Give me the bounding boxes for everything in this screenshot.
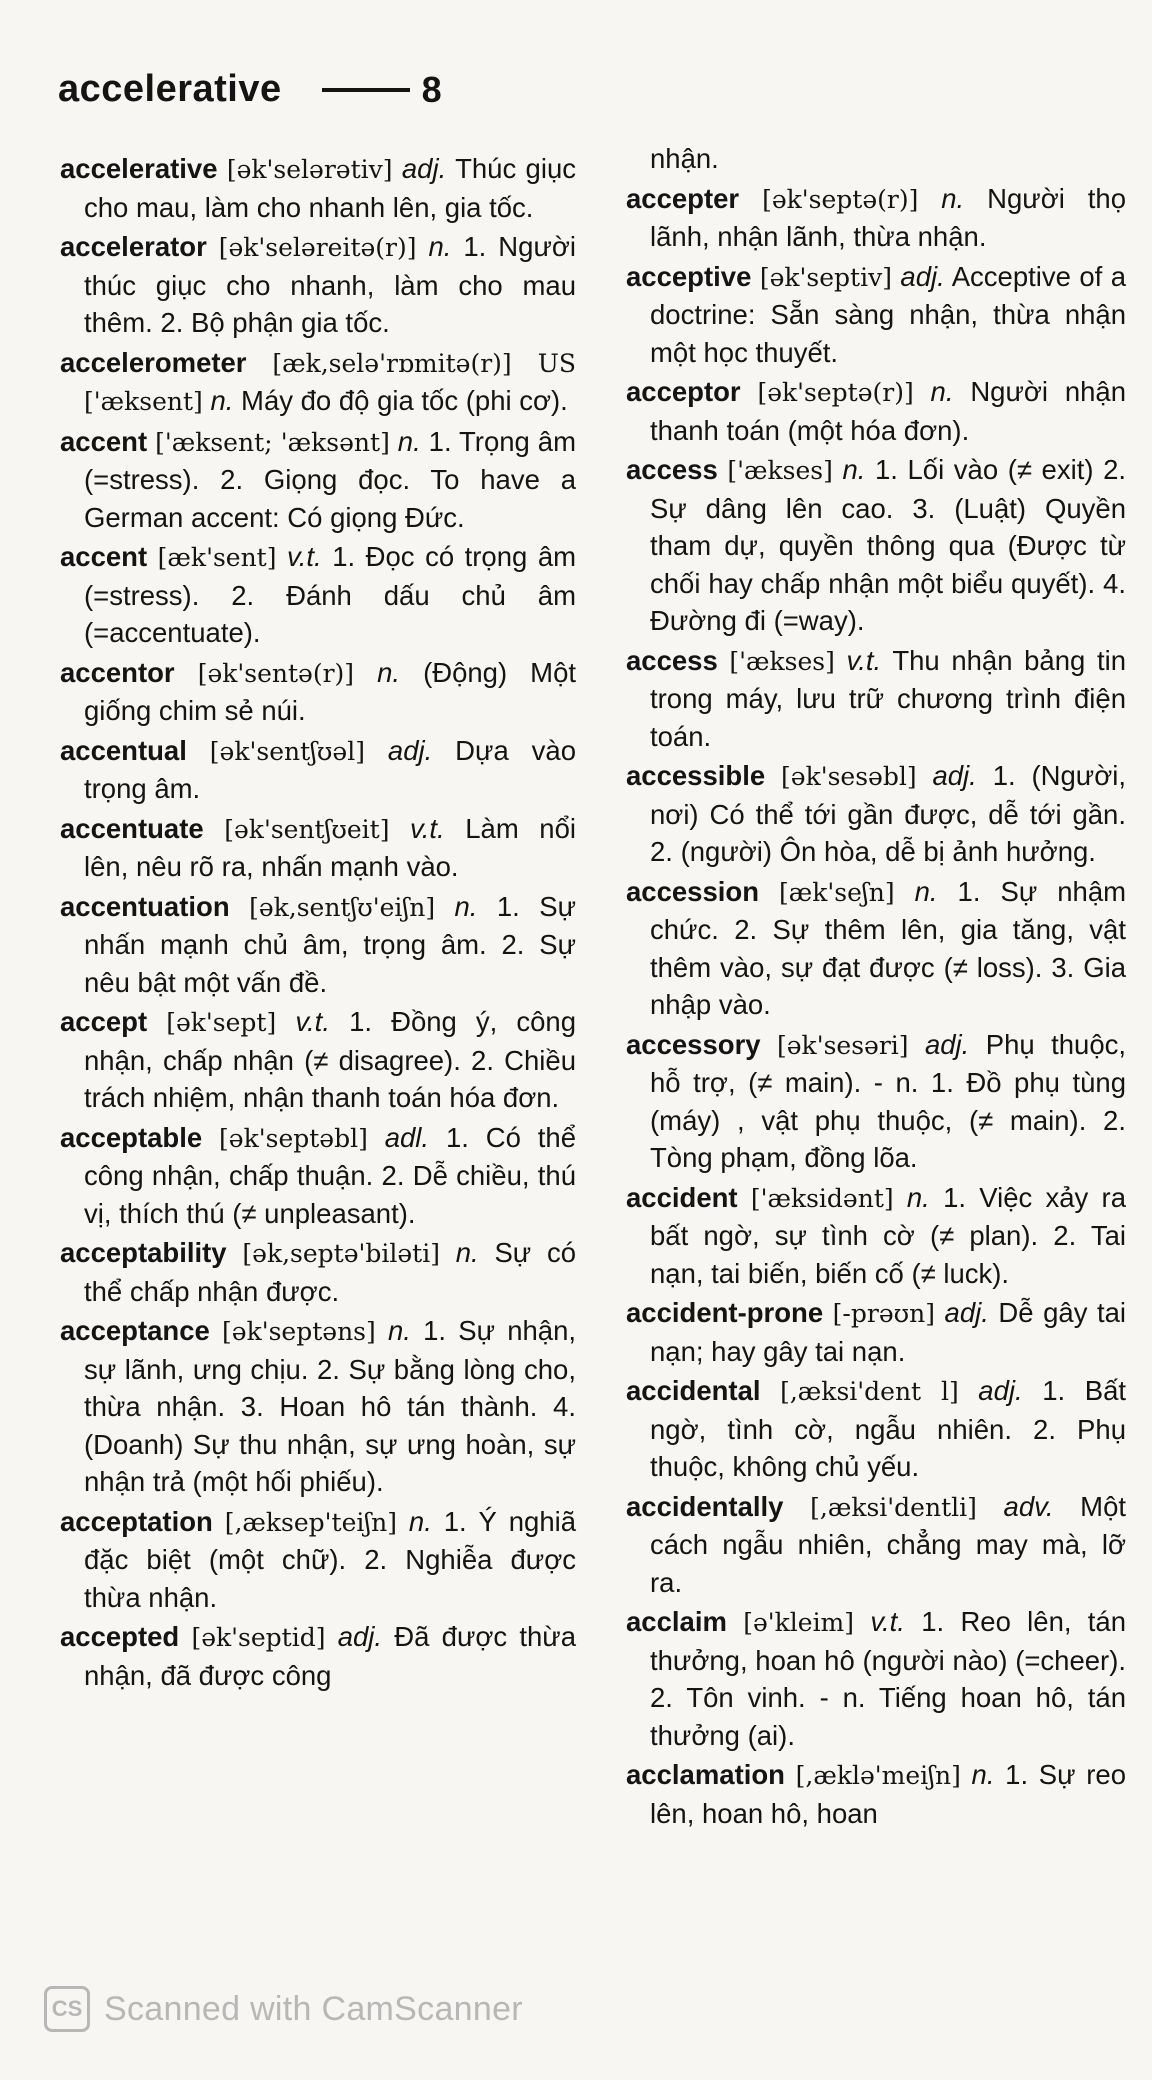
part-of-speech: n. <box>210 385 234 416</box>
right-column <box>626 140 1126 1834</box>
definition: Dựa vào trọng âm. <box>84 734 576 804</box>
part-of-speech: v.t. <box>295 1006 330 1037</box>
pronunciation: [,æksi'dent l] <box>780 1377 959 1406</box>
dictionary-entry <box>626 451 1126 640</box>
dictionary-entry <box>60 1618 576 1694</box>
pronunciation: [æk'sent] <box>157 543 277 572</box>
headword: accent <box>60 541 148 572</box>
headword: acceptive <box>626 260 752 292</box>
pronunciation: [ək'sentʃʊəl] <box>209 736 365 766</box>
part-of-speech: n. <box>397 425 421 457</box>
part-of-speech: v.t. <box>410 812 445 844</box>
definition: Dễ gây tai nạn; hay gây tai nạn. <box>650 1297 1127 1367</box>
definition: Thúc giục cho mau, làm cho nhanh lên, gia tốc. <box>84 153 577 223</box>
part-of-speech: n. <box>971 1759 995 1790</box>
pronunciation: [æk,selə'rɒmitə(r)] US ['æksent] <box>84 348 576 416</box>
headword: acceptability <box>60 1237 227 1268</box>
pronunciation: [ək'selərətiv] <box>226 155 393 184</box>
definition: 1. Lối vào (≠ exit) 2. Sự dâng lên cao. 3. (Luật) Quyền tham dự, quyền thông qua (Được từ chối hay chấp nhận một biểu quyết). 4. Đường đi (=way). <box>650 454 1127 636</box>
headword: accelerative <box>60 153 218 184</box>
definition: 1. Sự nhận, sự lãnh, ưng chịu. 2. Sự bằng lòng cho, thừa nhận. 3. Hoan hô tán thành. 4. (Doanh) Sự thu nhận, sự ưng hoàn, sự nhận trả (một hối phiếu). <box>84 1315 577 1497</box>
dictionary-entry <box>626 1756 1126 1832</box>
part-of-speech: n. <box>906 1181 930 1213</box>
definition: 1. Đồng ý, công nhận, chấp nhận (≠ disagree). 2. Chiều trách nhiệm, nhận thanh toán hóa đơn. <box>84 1006 577 1113</box>
part-of-speech: adj. <box>932 760 977 791</box>
dictionary-entry <box>626 642 1126 756</box>
definition: Người nhận thanh toán (một hóa đơn). <box>650 376 1127 446</box>
page-header <box>58 68 442 111</box>
definition: Người thọ lãnh, nhận lãnh, thừa nhận. <box>650 182 1127 252</box>
dictionary-entry <box>626 1488 1126 1602</box>
dictionary-entry <box>626 1372 1126 1486</box>
definition: 1. Sự nhậm chức. 2. Sự thêm lên, gia tăng, vật thêm vào, sự đạt được (≠ loss). 3. Gia nhập vào. <box>650 875 1127 1020</box>
dictionary-entry <box>60 888 576 1002</box>
definition: Phụ thuộc, hỗ trợ, (≠ main). - n. 1. Đồ phụ tùng (máy) , vật phụ thuộc, (≠ main). 2. Tòng phạm, đồng lõa. <box>650 1028 1127 1173</box>
dictionary-entry <box>60 150 576 226</box>
part-of-speech: adj. <box>401 153 447 184</box>
pronunciation: [ək'seləreitə(r)] <box>218 233 417 262</box>
pronunciation: [ək'sesəri] <box>777 1030 909 1060</box>
dictionary-entry <box>626 258 1126 372</box>
dictionary-entry <box>60 1119 576 1233</box>
right-column-entries <box>626 180 1126 1833</box>
headword: accessible <box>626 760 766 791</box>
definition: (Động) Một giống chim sẻ núi. <box>84 656 577 726</box>
definition: 1. Reo lên, tán thưởng, hoan hô (người nào) (=cheer). 2. Tôn vinh. - n. Tiếng hoan hô, tán thưởng (ai). <box>650 1606 1127 1751</box>
definition: 1. Có thể công nhận, chấp thuận. 2. Dễ chiều, thú vị, thích thú (≠ unpleasant). <box>84 1121 576 1229</box>
pronunciation: [ək'septəbl] <box>219 1123 368 1153</box>
dictionary-entry <box>626 757 1126 871</box>
headword: accentor <box>60 656 175 688</box>
definition: Một cách ngẫu nhiên, chẳng may mà, lỡ ra. <box>650 1490 1127 1598</box>
definition: 1. (Người, nơi) Có thể tới gần được, dễ tới gần. 2. (người) Ôn hòa, dễ bị ảnh hưởng. <box>650 760 1126 867</box>
definition: 1. Sự reo lên, hoan hô, hoan <box>650 1759 1127 1829</box>
part-of-speech: n. <box>941 182 965 214</box>
pronunciation: ['ækses] <box>727 456 833 485</box>
definition: 1. Bất ngờ, tình cờ, ngẫu nhiên. 2. Phụ thuộc, không chủ yếu. <box>650 1375 1127 1482</box>
headword: access <box>626 644 718 676</box>
definition: Acceptive of a doctrine: Sẵn sàng nhận, thừa nhận một học thuyết. <box>650 260 1127 368</box>
dictionary-entry <box>626 873 1126 1024</box>
part-of-speech: n. <box>455 1237 479 1268</box>
pronunciation: ['æksent; 'æksənt] <box>155 427 390 457</box>
part-of-speech: n. <box>377 656 401 688</box>
part-of-speech: n. <box>408 1505 432 1537</box>
pronunciation: [,æksi'dentli] <box>810 1492 977 1522</box>
part-of-speech: adj. <box>387 734 433 766</box>
part-of-speech: adv. <box>1003 1490 1054 1522</box>
dictionary-entry <box>60 1503 576 1617</box>
part-of-speech: v.t. <box>287 541 322 572</box>
pronunciation: [,æksep'teiʃn] <box>224 1507 398 1537</box>
headword: accelerometer <box>60 346 247 378</box>
part-of-speech: n. <box>842 454 866 485</box>
pronunciation: [-prəʊn] <box>832 1299 935 1328</box>
left-column <box>60 150 576 1696</box>
dictionary-entry <box>60 810 576 886</box>
part-of-speech: n. <box>930 376 954 407</box>
continued-text: nhận. <box>650 143 719 174</box>
dictionary-entry <box>626 1179 1126 1293</box>
part-of-speech: adj. <box>900 260 945 292</box>
dictionary-entry <box>60 732 576 808</box>
part-of-speech: adl. <box>384 1121 430 1153</box>
headword: accident <box>626 1181 738 1213</box>
scanner-watermark <box>44 1986 523 2032</box>
part-of-speech: n. <box>454 890 478 922</box>
pronunciation: [ək'sept] <box>166 1008 277 1037</box>
dictionary-entry <box>60 1234 576 1310</box>
pronunciation: [ək'sentə(r)] <box>197 658 355 688</box>
pronunciation: [ək'septiv] <box>759 262 892 292</box>
definition: Máy đo độ gia tốc (phi cơ). <box>241 385 568 416</box>
pronunciation: [ək,sentʃʊ'eiʃn] <box>249 892 436 922</box>
pronunciation: ['ækses] <box>729 646 835 676</box>
definition: Đã được thừa nhận, đã được công <box>84 1621 577 1691</box>
headword: acclamation <box>626 1759 785 1790</box>
headword: accept <box>60 1006 148 1037</box>
headword: accident-prone <box>626 1297 824 1328</box>
headword: accelerator <box>60 231 207 262</box>
headword: accessory <box>626 1028 761 1060</box>
definition: Thu nhận bảng tin trong máy, lưu trữ chương trình điện toán. <box>650 644 1126 752</box>
headword: accidentally <box>626 1490 784 1522</box>
dictionary-entry <box>60 1312 576 1501</box>
dictionary-entry <box>60 538 576 652</box>
headword: accentuate <box>60 812 204 844</box>
definition: 1. Ý nghiã đặc biệt (một chữ). 2. Nghiễa được thừa nhận. <box>84 1505 577 1613</box>
pronunciation: [ə'kleim] <box>743 1608 855 1637</box>
definition: 1. Sự nhấn mạnh chủ âm, trọng âm. 2. Sự nêu bật một vấn đề. <box>84 890 577 998</box>
part-of-speech: n. <box>428 231 452 262</box>
dictionary-entry <box>60 423 576 537</box>
pronunciation: [ək'septid] <box>191 1623 326 1652</box>
definition: Sự có thể chấp nhận được. <box>84 1237 577 1307</box>
watermark-text: Scanned with CamScanner <box>104 1989 523 2028</box>
headword: accepted <box>60 1621 180 1652</box>
definition: 1. Người thúc giục cho nhanh, làm cho mau thêm. 2. Bộ phận gia tốc. <box>84 231 576 338</box>
dictionary-entry <box>60 344 576 421</box>
dictionary-entry <box>626 1603 1126 1754</box>
pronunciation: [,æklə'meiʃn] <box>795 1761 961 1790</box>
headword: accent <box>60 425 148 457</box>
part-of-speech: n. <box>387 1315 411 1346</box>
definition: 1. Việc xảy ra bất ngờ, sự tình cờ (≠ plan). 2. Tai nạn, tai biến, biến cố (≠ luck). <box>650 1181 1126 1289</box>
headword: acceptance <box>60 1315 210 1346</box>
dictionary-entry <box>626 180 1126 256</box>
part-of-speech: adj. <box>978 1375 1023 1406</box>
headword: accepter <box>626 182 740 214</box>
pronunciation: [ək'septə(r)] <box>762 184 919 214</box>
definition: 1. Trọng âm (=stress). 2. Giọng đọc. To have a German accent: Có giọng Đức. <box>84 425 576 533</box>
headword: access <box>626 454 718 485</box>
header-rule <box>322 88 410 92</box>
dictionary-entry <box>60 654 576 730</box>
headword: accession <box>626 875 760 907</box>
pronunciation: [ək'septəns] <box>222 1317 376 1346</box>
pronunciation: [ək,septə'biləti] <box>242 1239 440 1268</box>
headword: accentual <box>60 734 187 766</box>
dictionary-entry <box>626 1294 1126 1370</box>
part-of-speech: v.t. <box>870 1606 905 1637</box>
headword: accentuation <box>60 890 230 922</box>
dictionary-entry <box>626 1026 1126 1177</box>
headword: acceptor <box>626 376 741 407</box>
page-number: 8 <box>421 68 442 110</box>
pronunciation: ['æksidənt] <box>750 1183 894 1213</box>
headword: accidental <box>626 1375 761 1406</box>
pronunciation: [ək'septə(r)] <box>757 378 914 407</box>
running-headword: accelerative <box>58 68 282 110</box>
dictionary-entry <box>626 373 1126 449</box>
part-of-speech: v.t. <box>846 644 882 676</box>
dictionary-entry <box>60 1003 576 1117</box>
pronunciation: [ək'sentʃʊeit] <box>224 814 390 844</box>
part-of-speech: adj. <box>944 1297 989 1328</box>
definition: Làm nổi lên, nêu rõ ra, nhấn mạnh vào. <box>84 812 577 882</box>
dictionary-entry <box>60 228 576 342</box>
headword: acceptation <box>60 1505 213 1537</box>
definition: 1. Đọc có trọng âm (=stress). 2. Đánh dấu chủ âm (=accentuate). <box>84 541 577 648</box>
part-of-speech: n. <box>914 875 938 907</box>
camscanner-icon: CS <box>44 1986 90 2032</box>
pronunciation: [ək'sesəbl] <box>781 762 917 791</box>
headword: acceptable <box>60 1121 203 1153</box>
pronunciation: [æk'seʃn] <box>779 877 895 907</box>
part-of-speech: adj. <box>337 1621 383 1652</box>
part-of-speech: adj. <box>924 1028 970 1060</box>
headword: acclaim <box>626 1606 727 1637</box>
